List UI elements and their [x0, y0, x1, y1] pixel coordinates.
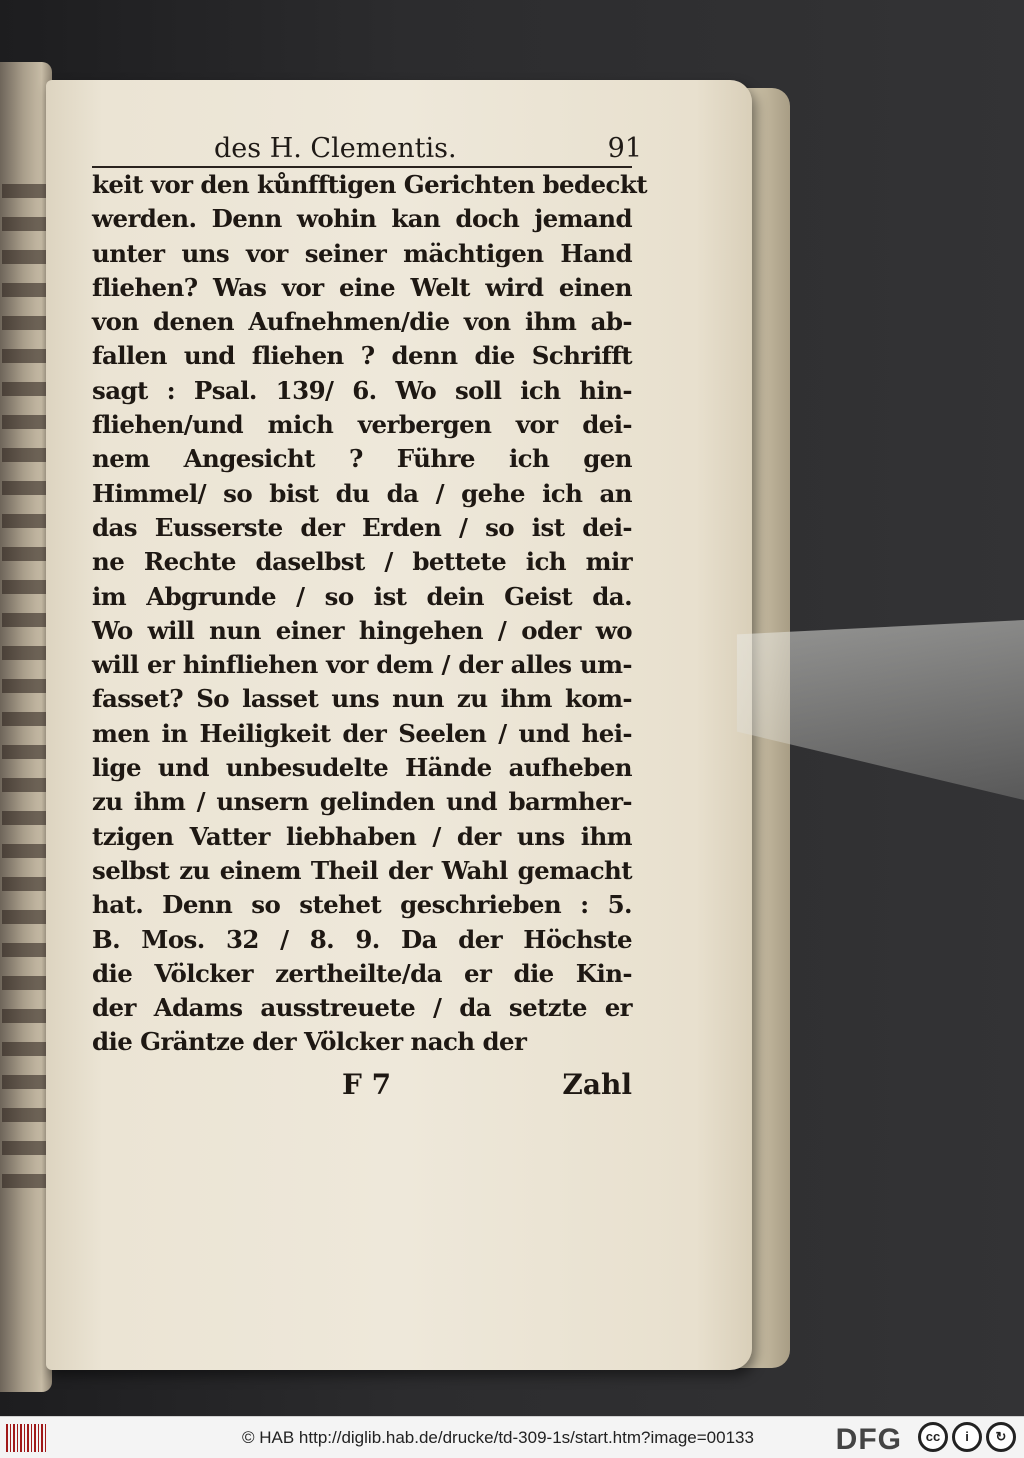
- text-line: die Gräntze der Völcker nach der: [92, 1027, 527, 1057]
- text-line: werden. Denn wohin kan doch jemand: [92, 204, 632, 234]
- running-header: [92, 133, 642, 168]
- text-line: das Eusserste der Erden / so ist dei-: [92, 512, 632, 542]
- text-line: fasset? So lasset uns nun zu ihm kom-: [92, 684, 632, 714]
- text-line: keit vor den kůnfftigen Gerichten bedeckt: [92, 170, 647, 199]
- cc-icon: cc: [918, 1422, 948, 1452]
- header-title: des H. Clementis.: [214, 133, 457, 164]
- text-line: zu ihm / unsern gelinden und barmher-: [92, 787, 632, 817]
- text-line: lige und unbesudelte Hände aufheben: [92, 753, 632, 783]
- text-line: tzigen Vatter liebhaben / der uns ihm: [92, 821, 632, 851]
- by-icon: i: [952, 1422, 982, 1452]
- dfg-logo: DFG: [835, 1423, 902, 1456]
- catchword: Zahl: [562, 1067, 632, 1101]
- text-line: sagt : Psal. 139/ 6. Wo soll ich hin-: [92, 375, 632, 405]
- viewer-footer-bar: [0, 1416, 1024, 1458]
- sa-icon: ↻: [986, 1422, 1016, 1452]
- text-line: fallen und fliehen ? denn die Schrifft: [92, 341, 632, 371]
- text-line: die Völcker zertheilte/da er die Kin-: [92, 958, 632, 988]
- source-url[interactable]: © HAB http://diglib.hab.de/drucke/td-309-1s/start.htm?image=00133: [242, 1427, 754, 1447]
- license-icons[interactable]: [918, 1422, 1016, 1452]
- text-line: will er hinfliehen vor dem / der alles um-: [92, 650, 632, 680]
- text-line: selbst zu einem Theil der Wahl gemacht: [92, 855, 632, 885]
- text-line: hat. Denn so stehet geschrieben : 5.: [92, 890, 632, 920]
- body-text: [92, 168, 647, 1060]
- text-line: fliehen? Was vor eine Welt wird einen: [92, 272, 632, 302]
- text-line: B. Mos. 32 / 8. 9. Da der Höchste: [92, 924, 632, 954]
- text-line: Wo will nun einer hingehen / oder wo: [92, 615, 632, 645]
- facing-page-text: [2, 172, 48, 1192]
- text-line: men in Heiligkeit der Seelen / und hei-: [92, 718, 632, 748]
- text-line: fliehen/und mich verbergen vor dei-: [92, 410, 632, 440]
- page-text-block: [92, 133, 647, 1104]
- text-line: der Adams ausstreuete / da setzte er: [92, 993, 632, 1023]
- signature-mark: F 7: [342, 1067, 392, 1101]
- text-line: von denen Aufnehmen/die von ihm ab-: [92, 307, 632, 337]
- text-line: im Abgrunde / so ist dein Geist da.: [92, 581, 632, 611]
- text-line: nem Angesicht ? Führe ich gen: [92, 444, 632, 474]
- text-line: unter uns vor seiner mächtigen Hand: [92, 238, 632, 268]
- page-number: 91: [607, 133, 642, 164]
- text-line: ne Rechte daselbst / bettete ich mir: [92, 547, 632, 577]
- text-line: Himmel/ so bist du da / gehe ich an: [92, 478, 632, 508]
- facing-page-edge: [0, 62, 52, 1392]
- barcode-logo-icon: [6, 1424, 46, 1452]
- page-footer: [92, 1064, 632, 1104]
